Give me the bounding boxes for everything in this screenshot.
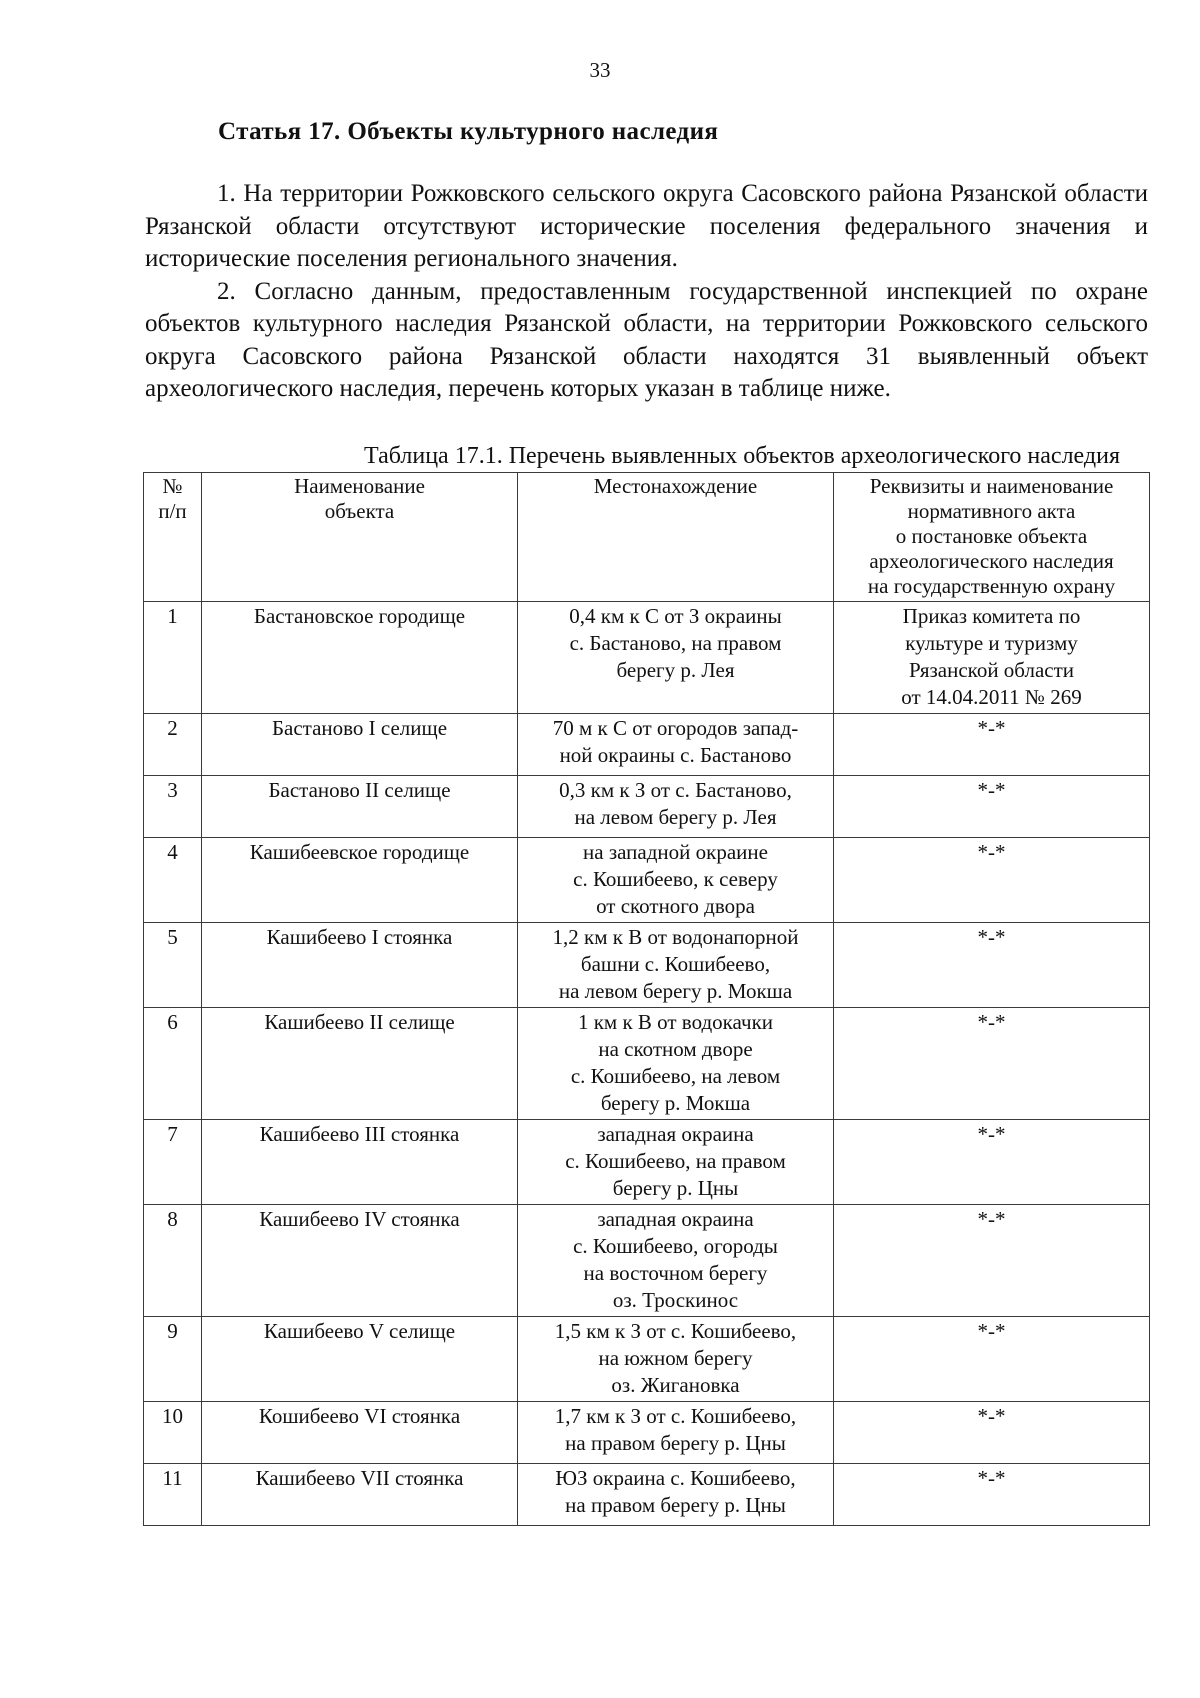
cell-object-name: Кашибеево I стоянка	[202, 923, 518, 1008]
header-number: № п/п	[144, 473, 202, 602]
table-row	[144, 1402, 1150, 1464]
cell-location: 1 км к В от водокачки на скотном дворе с. Кошибеево, на левом берегу р. Мокша	[518, 1008, 834, 1120]
cell-number: 8	[144, 1205, 202, 1317]
cell-object-name: Кошибеево VI стоянка	[202, 1402, 518, 1464]
cell-location: 0,4 км к С от З окраины с. Бастаново, на правом берегу р. Лея	[518, 602, 834, 714]
cell-number: 5	[144, 923, 202, 1008]
cell-legal-act: *-*	[834, 1205, 1150, 1317]
table-row	[144, 1205, 1150, 1317]
cell-location: 0,3 км к З от с. Бастаново, на левом берегу р. Лея	[518, 776, 834, 838]
table-row	[144, 923, 1150, 1008]
table-row	[144, 1317, 1150, 1402]
cell-object-name: Бастаново II селище	[202, 776, 518, 838]
header-object-name: Наименование объекта	[202, 473, 518, 602]
cell-location: 1,7 км к З от с. Кошибеево, на правом берегу р. Цны	[518, 1402, 834, 1464]
table-row	[144, 1464, 1150, 1526]
cell-object-name: Бастаново I селище	[202, 714, 518, 776]
table-row	[144, 776, 1150, 838]
paragraph-1: 1. На территории Рожковского сельского округа Сасовского района Рязанской области Рязанской области отсутствуют исторические поселения федерального значения и исторические поселения регионального значения.	[145, 180, 1148, 272]
header-legal-act: Реквизиты и наименование нормативного акта о постановке объекта археологического наследия на государственную охрану	[834, 473, 1150, 602]
table-caption: Таблица 17.1. Перечень выявленных объектов археологического наследия	[364, 443, 1120, 469]
cell-object-name: Кашибеево III стоянка	[202, 1120, 518, 1205]
table-row	[144, 838, 1150, 923]
cell-location: 1,5 км к З от с. Кошибеево, на южном берегу оз. Жигановка	[518, 1317, 834, 1402]
cell-legal-act: *-*	[834, 776, 1150, 838]
article-title: Статья 17. Объекты культурного наследия	[218, 118, 719, 145]
header-location: Местонахождение	[518, 473, 834, 602]
cell-object-name: Кашибеево IV стоянка	[202, 1205, 518, 1317]
cell-legal-act: *-*	[834, 1008, 1150, 1120]
cell-object-name: Кашибеевское городище	[202, 838, 518, 923]
cell-legal-act: Приказ комитета по культуре и туризму Рязанской области от 14.04.2011 № 269	[834, 602, 1150, 714]
cell-number: 2	[144, 714, 202, 776]
cell-number: 1	[144, 602, 202, 714]
cell-object-name: Кашибеево II селище	[202, 1008, 518, 1120]
cell-legal-act: *-*	[834, 838, 1150, 923]
cell-location: на западной окраине с. Кошибеево, к северу от скотного двора	[518, 838, 834, 923]
table-row	[144, 602, 1150, 714]
cell-location: ЮЗ окраина с. Кошибеево, на правом берегу р. Цны	[518, 1464, 834, 1526]
cell-number: 9	[144, 1317, 202, 1402]
cell-object-name: Бастановское городище	[202, 602, 518, 714]
cell-legal-act: *-*	[834, 714, 1150, 776]
table-row	[144, 1120, 1150, 1205]
table-header-row	[144, 473, 1150, 602]
cell-object-name: Кашибеево V селище	[202, 1317, 518, 1402]
cell-number: 3	[144, 776, 202, 838]
cell-location: 1,2 км к В от водонапорной башни с. Кошибеево, на левом берегу р. Мокша	[518, 923, 834, 1008]
cell-legal-act: *-*	[834, 1120, 1150, 1205]
cell-legal-act: *-*	[834, 1464, 1150, 1526]
cell-location: западная окраина с. Кошибеево, на правом берегу р. Цны	[518, 1120, 834, 1205]
page-number: 33	[589, 58, 611, 82]
cell-number: 4	[144, 838, 202, 923]
table-row	[144, 714, 1150, 776]
cell-location: 70 м к С от огородов запад- ной окраины с. Бастаново	[518, 714, 834, 776]
cell-object-name: Кашибеево VII стоянка	[202, 1464, 518, 1526]
cell-location: западная окраина с. Кошибеево, огороды на восточном берегу оз. Троскинос	[518, 1205, 834, 1317]
cell-number: 7	[144, 1120, 202, 1205]
cell-number: 11	[144, 1464, 202, 1526]
paragraph-2: 2. Согласно данным, предоставленным государственной инспекцией по охране объектов культурного наследия Рязанской области, на территории Рожковского сельского округа Сасовского района Рязанской области находятся 31 выявленный объект археологического наследия, перечень которых указан в таблице ниже.	[145, 277, 1148, 402]
heritage-objects-table	[143, 472, 1150, 1526]
table-row	[144, 1008, 1150, 1120]
cell-legal-act: *-*	[834, 1317, 1150, 1402]
cell-legal-act: *-*	[834, 1402, 1150, 1464]
cell-number: 10	[144, 1402, 202, 1464]
cell-number: 6	[144, 1008, 202, 1120]
cell-legal-act: *-*	[834, 923, 1150, 1008]
article-body	[145, 178, 1148, 406]
